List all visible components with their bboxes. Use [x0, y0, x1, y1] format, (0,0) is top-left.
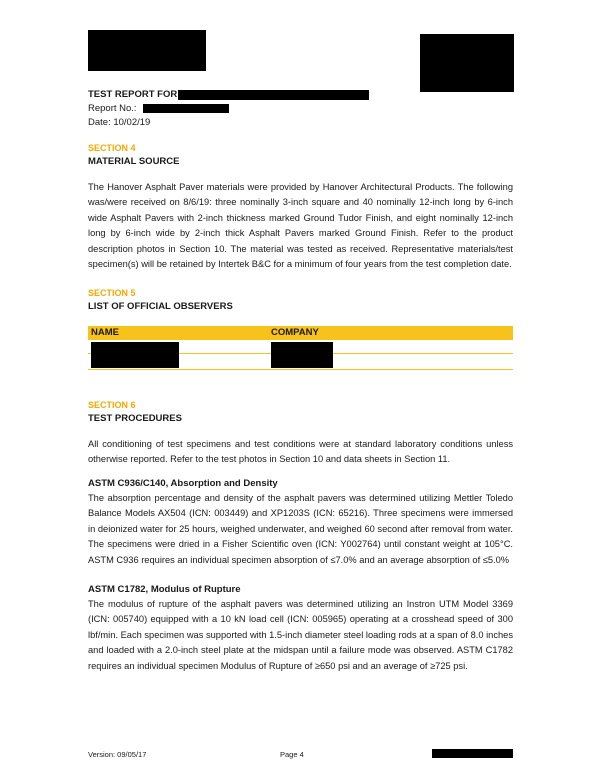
observers-table-header	[88, 326, 513, 340]
absorption-density-heading: ASTM C936/C140, Absorption and Density	[88, 478, 278, 489]
footer-version: Version: 09/05/17	[88, 750, 147, 759]
column-header-company: COMPANY	[271, 327, 319, 338]
material-source-paragraph: The Hanover Asphalt Paver materials were provided by Hanover Architectural Products. The following was/were received on 8/6/19: three nominally 3-inch square and 40 nominally 12-inch long by 6-inch wide Asphalt Pavers with 2-inch thickness marked Ground Tudor Finish, and eight nominally 12-inch long by 6-inch wide by 2-inch thick Asphalt Pavers marked Ground Finish. Refer to the product description photos in Section 10. The material was tested as received. Representative materials/test specimen(s) will be retained by Intertek B&C for a minimum of four years from the test completion date.	[88, 182, 513, 270]
redacted-report-number	[143, 104, 229, 113]
footer-page-number: Page 4	[280, 750, 304, 759]
observers-table	[88, 326, 513, 370]
section-4-title: MATERIAL SOURCE	[88, 156, 180, 167]
redacted-logo-right	[420, 34, 514, 92]
report-title: TEST REPORT FOR	[88, 89, 178, 100]
redacted-client-name	[178, 90, 369, 100]
modulus-rupture-paragraph: The modulus of rupture of the asphalt pavers was determined utilizing an Instron UTM Model 3369 (ICN: 005740) equipped with a 10 kN load cell (ICN: 005965) operating at a crosshead speed of 300 lbf/min. Each specimen was supported with 1.5-inch diameter steel loading rods at a span of 8.0 inches and loaded with a 2.0-inch steel plate at the midspan until a failure mode was observed. ASTM C1782 requires an individual specimen Modulus of Rupture of ≥650 psi and an average of ≥725 psi.	[88, 599, 513, 671]
redacted-logo-left	[88, 30, 206, 71]
section-4-number: SECTION 4	[88, 143, 136, 153]
redacted-observer-name	[91, 342, 179, 368]
section-6-number: SECTION 6	[88, 400, 136, 410]
report-number-label: Report No.:	[88, 103, 137, 114]
absorption-density-paragraph: The absorption percentage and density of the asphalt pavers was determined utilizing Mettler Toledo Balance Models AX504 (ICN: 003449) and XP1203S (ICN: 65216). Three specimens were immersed in deionized water for 25 hours, weighed underwater, and weighed 60 second after removal from water. The specimens were dried in a Fisher Scientific oven (ICN: Y002764) until constant weight at 105°C. ASTM C936 requires an individual specimen absorption of ≤7.0% and an average absorption of ≤5.0%	[88, 493, 513, 565]
observers-table-row	[88, 340, 513, 370]
section-5-title: LIST OF OFFICIAL OBSERVERS	[88, 301, 233, 312]
column-header-name: NAME	[91, 327, 119, 338]
redacted-observer-company	[271, 342, 333, 368]
report-date: Date: 10/02/19	[88, 117, 151, 128]
modulus-rupture-heading: ASTM C1782, Modulus of Rupture	[88, 584, 241, 595]
section-6-title: TEST PROCEDURES	[88, 413, 182, 424]
redacted-footer-id	[432, 749, 513, 758]
section-5-number: SECTION 5	[88, 288, 136, 298]
test-procedures-intro: All conditioning of test specimens and test conditions were at standard laboratory conditions unless otherwise reported. Refer to the test photos in Section 10 and data sheets in Section 11.	[88, 439, 513, 465]
